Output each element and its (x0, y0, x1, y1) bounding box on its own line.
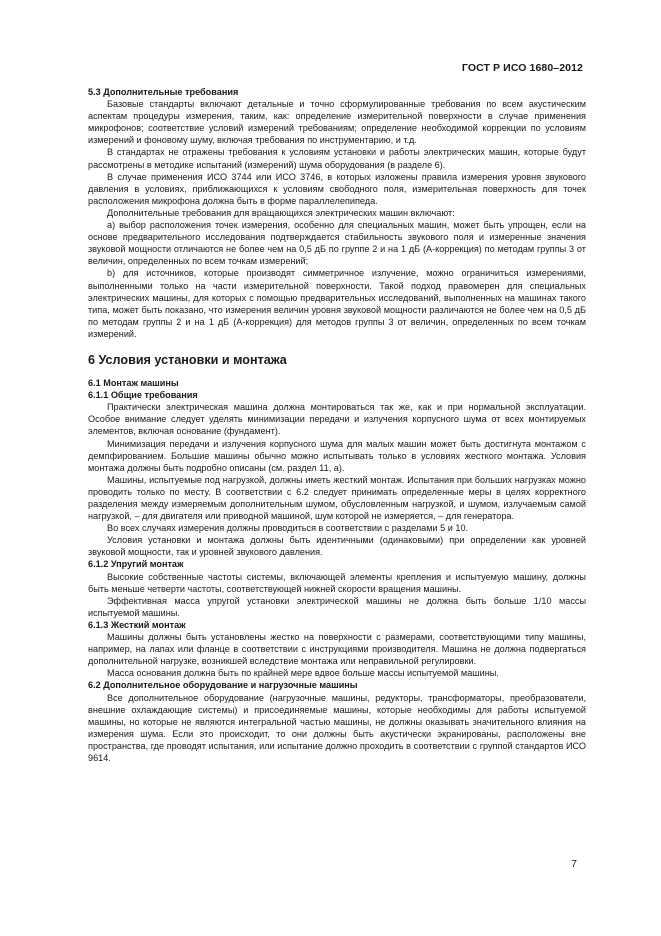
paragraph: Эффективная масса упругой установки электрической машины не должна быть больше 1/10 массы испытуемой машины. (88, 595, 586, 618)
section-6-1-2-heading: 6.1.2 Упругий монтаж (88, 559, 184, 570)
section-5-3-heading: 5.3 Дополнительные требования (88, 87, 239, 97)
page-content (88, 86, 586, 764)
paragraph: Во всех случаях измерения должны проводиться в соответствии с разделами 5 и 10. (107, 523, 469, 534)
paragraph: В стандартах не отражены требования к условиям установки и работы электрических машин, которые будут рассмотрены в методике испытаний (измерений) шума оборудования (в разделе 6). (88, 147, 586, 170)
section-6-1-heading: 6.1 Монтаж машины (88, 378, 179, 389)
list-item: а) выбор расположения точек измерения, особенно для специальных машин, может быть упрощен, если на основе предварительного исследования подтверждается стабильность звукового поля и измеренные значения звуковой мощности отличаются не более чем на 0,5 дБ по группе 2 и на 1 дБ (А-коррекция) по методам группы 3 от величин, определенных по всем точкам измерений; (88, 220, 586, 267)
page-number: 7 (571, 858, 577, 870)
paragraph: Практически электрическая машина должна монтироваться так же, как и при нормальной эксплуатации. Особое внимание следует уделять минимизации передачи и излучения корпусного шума от всех монтируемых элементов, включая основание (фундамент). (88, 402, 586, 437)
paragraph: Базовые стандарты включают детальные и точно сформулированные требования по всем акустическим аспектам процедуры измерения, таким, как: определение измерительной поверхности в случае применения микрофонов; соответствие условий измерений требованиям; определение необходимой коррекции по условиям измерений и фоновому шуму, включая требования по инструментарию, и т.д. (88, 99, 586, 146)
section-6-heading: 6 Условия установки и монтажа (88, 352, 287, 367)
paragraph: Высокие собственные частоты системы, включающей элементы крепления и испытуемую машину, должны быть меньше четверти частоты, соответствующей нижней скорости вращения машины. (88, 571, 586, 594)
paragraph: Машины должны быть установлены жестко на поверхности с размерами, соответствующими типу машины, например, на лапах или фланце в соответствии с инструкциями производителя. Машина не должна подвергаться дополнительной нагрузке, возникшей вследствие монтажа или неправильной регулировки. (88, 632, 586, 667)
paragraph: Масса основания должна быть по крайней мере вдвое больше массы испытуемой машины. (107, 668, 499, 679)
paragraph: Дополнительные требования для вращающихся электрических машин включают: (107, 207, 455, 218)
section-6-1-1-heading: 6.1.1 Общие требования (88, 390, 198, 401)
paragraph: Все дополнительное оборудование (нагрузочные машины, редукторы, трансформаторы, преобразователи, внешние охлаждающие системы) и присоединяемые машины, которые необходимы для работы испытуемой машины, но которые не являются интегральной частью машины, не должны оказывать значительного влияния на измерения шума. Если это происходит, то они должны быть акустически экранированы, расположены вне пространства, где проводят испытания, или испытание должно проходить в соответствии с группой стандартов ИСО 9614. (88, 692, 586, 763)
paragraph: Минимизация передачи и излучения корпусного шума для малых машин может быть достигнута монтажом с демпфированием. Большие машины обычно можно испытывать только в условиях жесткого монтажа. Условия монтажа должны быть подробно описаны (см. раздел 11, а). (88, 438, 586, 473)
list-item: b) для источников, которые производят симметричное излучение, можно ограничиться измерениями, выполненными только на части измерительной поверхности. Такой подход правомерен для специальных электрических машины, для которых с помощью предварительных исследований, выполненных на машинах такого типа, может быть показано, что измерения величин уровня звуковой мощности различаются не более чем на 0,5 дБ по методам группы 2 и на 1 дБ (А-коррекция) для методов группы 3 от величин, определенных по всем точкам измерений. (88, 268, 586, 339)
paragraph: Условия установки и монтажа должны быть идентичными (одинаковыми) при определении как уровней звуковой мощности, так и уровней звукового давления. (88, 535, 586, 558)
paragraph: Машины, испытуемые под нагрузкой, должны иметь жесткий монтаж. Испытания при больших нагрузках можно проводить только по месту. В соответствии с 6.2 следует принимать определенные меры в целях корректного разделения между измеряемым дополнительным шумом, обусловленным нагрузкой, и шумом, излучаемым самой нагрузкой, – для двигателя или приводной машиной, шум которой не измеряется, – для генератора. (88, 474, 586, 522)
paragraph: В случае применения ИСО 3744 или ИСО 3746, в которых изложены правила измерения уровня звукового давления в условиях, приближающихся к условиям свободного поля, измерительная поверхность для точек расположения микрофона должна быть в форме параллелепипеда. (88, 171, 586, 206)
document-header: ГОСТ Р ИСО 1680–2012 (461, 62, 583, 74)
section-6-2-heading: 6.2 Дополнительное оборудование и нагрузочные машины (88, 680, 358, 691)
section-6-1-3-heading: 6.1.3 Жесткий монтаж (88, 619, 186, 630)
